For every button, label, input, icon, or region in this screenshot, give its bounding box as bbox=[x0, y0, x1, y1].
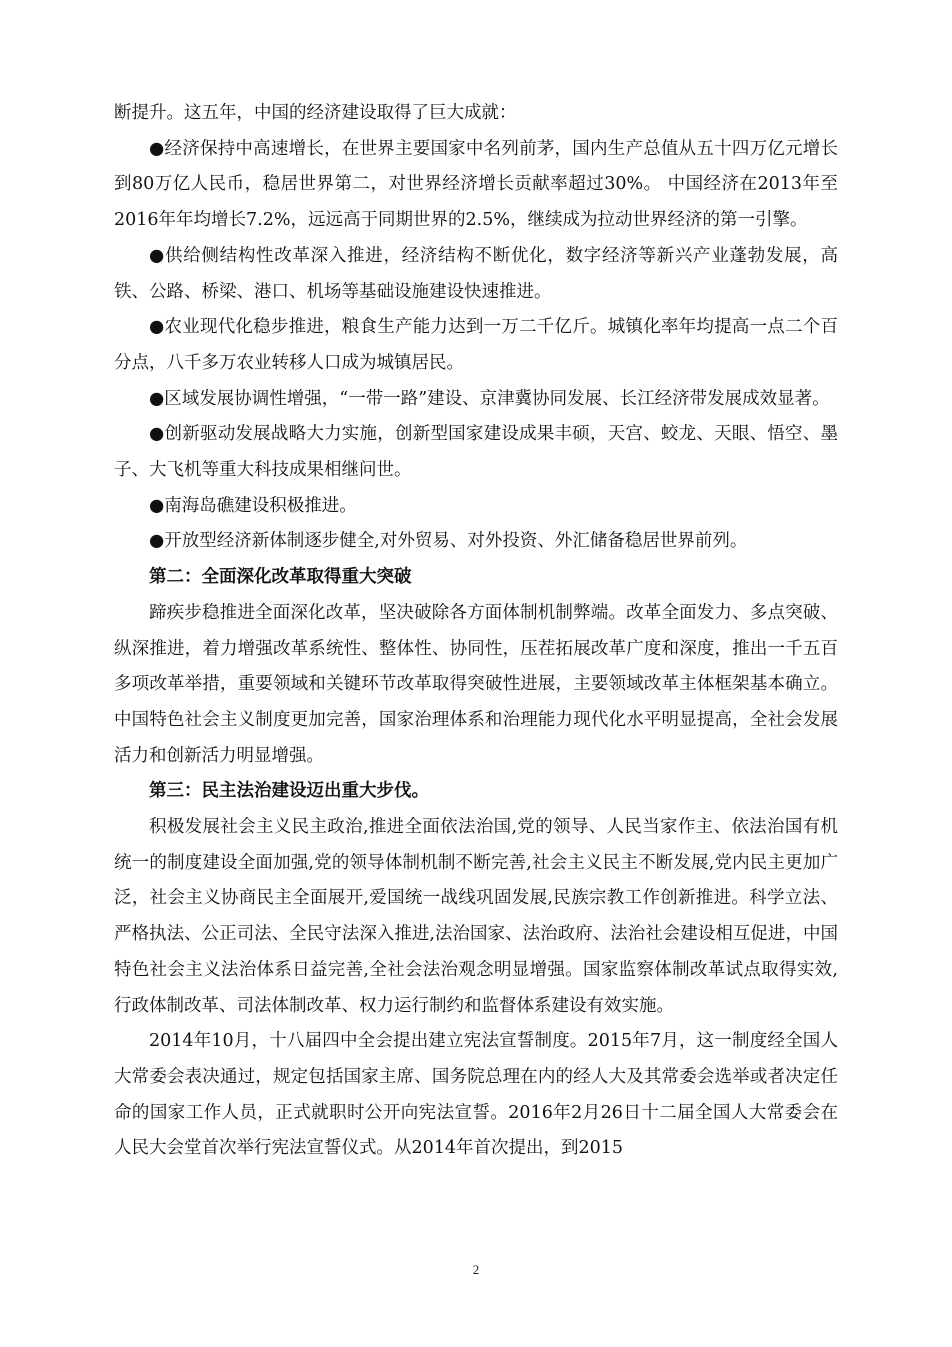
section-3-paragraph-2: 2014年10月，十八届四中全会提出建立宪法宣誓制度。2015年7月，这一制度经全国人大常委会表决通过，规定包括国家主席、国务院总理在内的经人大及其常委会选举或者决定任命的国家工作人员，正式就职时公开向宪法宣誓。2016年2月26日十二届全国人大常委会在人民大会堂首次举行宪法宣誓仪式。从2014年首次提出，到2015 bbox=[114, 1031, 838, 1159]
bullet-item-5 bbox=[114, 417, 838, 488]
bullet-item-3 bbox=[114, 310, 838, 381]
section-heading-3: 第三：民主法治建设迈出重大步伐。 bbox=[149, 781, 429, 802]
bullet-text: 供给侧结构性改革深入推进，经济结构不断优化，数字经济等新兴产业蓬勃发展，高铁、公路、桥梁、港口、机场等基础设施建设快速推进。 bbox=[114, 245, 838, 302]
bullet-text: 经济保持中高速增长，在世界主要国家中名列前茅，国内生产总值从五十四万亿元增长到80万亿人民币，稳居世界第二，对世界经济增长贡献率超过30%。 中国经济在2013年至2016年年均增长7.2%，远远高于同期世界的2.5%，继续成为拉动世界经济的第一引擎。 bbox=[114, 138, 838, 231]
bullet-text: 创新驱动发展战略大力实施，创新型国家建设成果丰硕，天宫、蛟龙、天眼、悟空、墨子、大飞机等重大科技成果相继问世。 bbox=[114, 424, 838, 481]
section-3-paragraph: 积极发展社会主义民主政治,推进全面依法治国,党的领导、人民当家作主、依法治国有机统一的制度建设全面加强,党的领导体制机制不断完善,社会主义民主不断发展,党内民主更加广泛，社会主义协商民主全面展开,爱国统一战线巩固发展,民族宗教工作创新推进。科学立法、严格执法、公正司法、全民守法深入推进,法治国家、法治政府、法治社会建设相互促进，中国特色社会主义法治体系日益完善,全社会法治观念明显增强。国家监察体制改革试点取得实效,行政体制改革、司法体制改革、权力运行制约和监督体系建设有效实施。 bbox=[114, 817, 838, 1016]
section-heading-2: 第二：全面深化改革取得重大突破 bbox=[149, 567, 412, 588]
bullet-dot-icon: ● bbox=[149, 495, 165, 516]
bullet-item-7 bbox=[114, 524, 838, 560]
bullet-text: 区域发展协调性增强，“一带一路”建设、京津冀协同发展、长江经济带发展成效显著。 bbox=[164, 388, 830, 409]
bullet-item-4 bbox=[114, 382, 838, 418]
bullet-text: 南海岛礁建设积极推进。 bbox=[164, 495, 357, 516]
bullet-text: 开放型经济新体制逐步健全,对外贸易、对外投资、外汇储备稳居世界前列。 bbox=[164, 531, 748, 552]
bullet-item-1 bbox=[114, 132, 838, 239]
page-body bbox=[114, 96, 838, 1167]
bullet-text: 农业现代化稳步推进，粮食生产能力达到一万二千亿斤。城镇化率年均提高一点二个百分点，八千多万农业转移人口成为城镇居民。 bbox=[114, 317, 838, 373]
bullet-dot-icon: ● bbox=[149, 424, 165, 445]
bullet-dot-icon: ● bbox=[149, 531, 165, 552]
bullet-item-6 bbox=[114, 489, 838, 525]
bullet-dot-icon: ● bbox=[149, 138, 165, 159]
bullet-item-2 bbox=[114, 239, 838, 310]
bullet-dot-icon: ● bbox=[149, 388, 165, 409]
page-number: 2 bbox=[472, 1262, 480, 1277]
intro-paragraph: 断提升。这五年，中国的经济建设取得了巨大成就： bbox=[114, 103, 517, 123]
bullet-dot-icon: ● bbox=[149, 245, 165, 266]
section-2-paragraph: 蹄疾步稳推进全面深化改革，坚决破除各方面体制机制弊端。改革全面发力、多点突破、纵深推进，着力增强改革系统性、整体性、协同性，压茬拓展改革广度和深度，推出一千五百多项改革举措，重要领域和关键环节改革取得突破性进展，主要领域改革主体框架基本确立。中国特色社会主义制度更加完善，国家治理体系和治理能力现代化水平明显提高，全社会发展活力和创新活力明显增强。 bbox=[114, 602, 838, 766]
bullet-dot-icon: ● bbox=[149, 317, 165, 338]
